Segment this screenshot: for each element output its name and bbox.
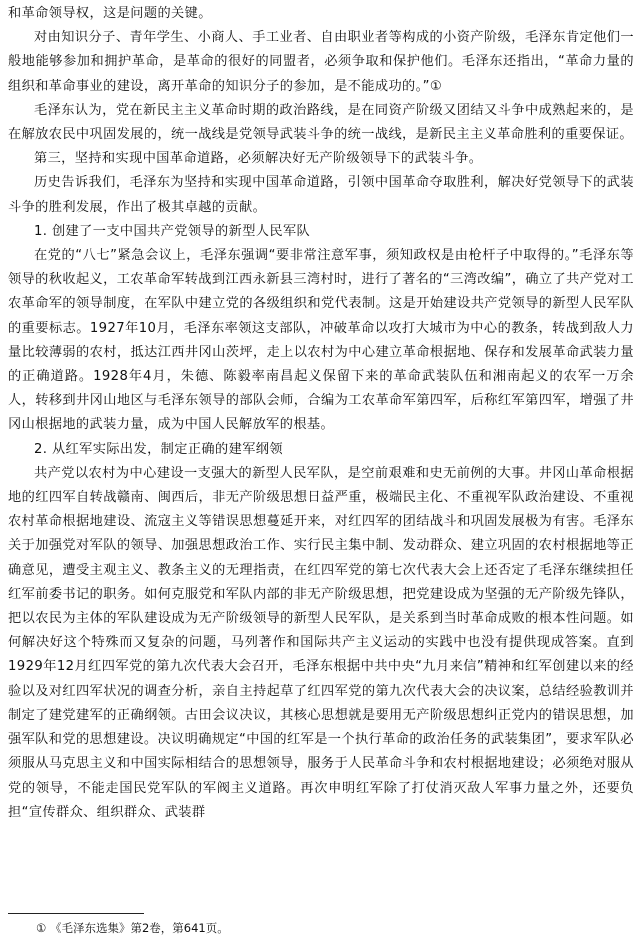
paragraph-political-line: 毛泽东认为，党在新民主主义革命时期的政治路线，是在同资产阶级又团结又斗争中成熟起来的，是在解放农民中巩固发展的，统一战线是党领导武装斗争的统一战线，是新民主主义革命胜利的重要保证。 [8, 102, 634, 143]
paragraph-history: 历史告诉我们，毛泽东为坚持和实现中国革命道路，引领中国革命夺取胜利，解决好党领导下的武装斗争的胜利发展，作出了极其卓越的贡献。 [8, 175, 634, 215]
body-text [8, 2, 634, 825]
paragraph-petty-bourgeoisie: 对由知识分子、青年学生、小商人、手工业者、自由职业者等构成的小资产阶级，毛泽东肯定他们一般地能够参加和拥护革命，是革命的很好的同盟者，必须争取和保护他们。毛泽东还指出，“革命力量的组织和革命事业的建设，离开革命的知识分子的参加，是不能成功的。”① [8, 30, 634, 94]
heading-third-point: 第三，坚持和实现中国革命道路，必须解决好无产阶级领导下的武装斗争。 [34, 151, 483, 167]
paragraph-new-army: 在党的“八七”紧急会议上，毛泽东强调“要非常注意军事，须知政权是由枪杆子中取得的。”毛泽东等领导的秋收起义，工农革命军转战到江西永新县三湾村时，进行了著名的“三湾改编”，确立了共产党对工农革命军的领导制度，在军队中建立党的各级组织和党代表制。这是开始建设共产党领导的新型人民军队的重要标志。1927年10月，毛泽东率领这支部队，冲破革命以攻打大城市为中心的教条，转战到敌人力量比较薄弱的农村，抵达江西井冈山茨坪，走上以农村为中心建立革命根据地、保存和发展革命武装力量的正确道路。1928年4月，朱德、陈毅率南昌起义保留下来的革命武装队伍和湘南起义的农军一万余人，转移到井冈山地区与毛泽东领导的部队会师，合编为工农革命军第四军，后称红军第四军，增强了井冈山根据地的武装力量，成为中国人民解放军的根基。 [8, 248, 634, 433]
footnote: ① 《毛泽东选集》第2卷，第641页。 [36, 921, 229, 935]
paragraph-continuation: 和革命领导权，这是问题的关键。 [8, 6, 212, 21]
footnote-divider [8, 913, 144, 914]
paragraph-army-program: 共产党以农村为中心建设一支强大的新型人民军队，是空前艰难和史无前例的大事。井冈山革命根据地的红四军自转战赣南、闽西后，非无产阶级思想日益严重，极端民主化、不重视军队政治建设、不重视农村革命根据地建设、流寇主义等错误思想蔓延开来，对红四军的团结战斗和巩固发展极为有害。毛泽东关于加强党对军队的领导、加强思想政治工作、实行民主集中制、发动群众、建立巩固的农村根据地等正确意见，遭受主观主义、教条主义的无理指责，在红四军党的第七次代表大会上还否定了毛泽东继续担任红军前委书记的职务。如何克服党和军队内部的非无产阶级思想，把党建设成为坚强的无产阶级先锋队，把以农民为主体的军队建设成为无产阶级领导的新型人民军队，是关系到当时革命成败的根本性问题。如何解决好这个特殊而又复杂的问题，马列著作和国际共产主义运动的实践中也没有提供现成答案。直到1929年12月红四军党的第九次代表大会召开，毛泽东根据中共中央“九月来信”精神和红军创建以来的经验以及对红四军状况的调查分析，亲自主持起草了红四军党的第九次代表大会的决议案，总结经验教训并制定了建党建军的正确纲领。古田会议决议，其核心思想就是要用无产阶级思想纠正党内的错误思想，加强军队和党的思想建设。决议明确规定“中国的红军是一个执行革命的政治任务的武装集团”，要求军队必须服从马克思主义和中国实际相结合的思想领导，服务于人民革命斗争和农村根据地建设；必须绝对服从党的领导，不能走国民党军队的军阀主义道路。再次申明红军除了打仗消灭敌人军事力量之外，还要负担“宣传群众、组织群众、武装群 [8, 465, 634, 820]
subheading-1: 1. 创建了一支中国共产党领导的新型人民军队 [34, 223, 311, 239]
subheading-2: 2. 从红军实际出发，制定正确的建军纲领 [34, 441, 283, 457]
